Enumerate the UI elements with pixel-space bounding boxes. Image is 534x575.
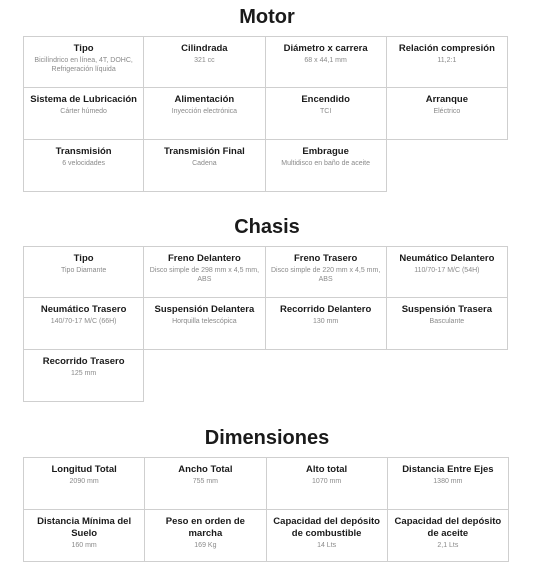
spec-label: Ancho Total — [178, 464, 233, 475]
spec-cell — [266, 140, 387, 192]
spec-cell — [23, 88, 144, 140]
spec-label: Neumático Trasero — [40, 304, 127, 315]
spec-value: 6 velocidades — [62, 160, 106, 167]
spec-label: Freno Trasero — [293, 253, 358, 264]
spec-cell — [24, 510, 145, 562]
spec-cell — [387, 88, 508, 140]
spec-cell — [266, 246, 387, 298]
spec-label: Freno Delantero — [167, 253, 241, 264]
spec-cell — [387, 246, 508, 298]
spec-value: 2,1 Lts — [437, 542, 459, 549]
spec-label: Arranque — [425, 94, 468, 105]
spec-cell — [266, 88, 387, 140]
spec-label: Peso en orden de marcha — [165, 516, 245, 539]
spec-value: 755 mm — [192, 478, 219, 485]
spec-cell — [23, 298, 144, 350]
spec-value: Cadena — [192, 160, 217, 167]
spec-label: Transmisión Final — [163, 146, 245, 157]
spec-label: Suspensión Trasera — [401, 304, 493, 315]
empty-cell — [387, 350, 508, 402]
spec-cell — [388, 510, 509, 562]
spec-cell — [23, 246, 144, 298]
spec-cell — [144, 36, 265, 88]
spec-value: 110/70-17 M/C (54H) — [414, 267, 480, 274]
section-title-dimensiones: Dimensiones — [204, 427, 330, 449]
spec-cell — [145, 510, 266, 562]
spec-label: Diámetro x carrera — [283, 43, 368, 54]
spec-value: Inyección electrónica — [171, 108, 238, 115]
spec-label: Embrague — [302, 146, 349, 157]
spec-value: Horquilla telescópica — [172, 318, 237, 325]
spec-cell — [144, 246, 265, 298]
spec-value: Disco simple de 298 mm x 4,5 mm, ABS — [149, 267, 260, 283]
spec-value: Multidisco en baño de aceite — [281, 160, 370, 167]
spec-label: Capacidad del depósito de aceite — [394, 516, 502, 539]
spec-cell — [267, 510, 388, 562]
spec-label: Distancia Mínima del Suelo — [37, 516, 132, 539]
spec-value: Basculante — [429, 318, 465, 325]
spec-value: Bicilíndrico en línea, 4T, DOHC, Refrigeración líquida — [34, 57, 133, 73]
spec-value: Eléctrico — [433, 108, 461, 115]
spec-value: 125 mm — [70, 370, 97, 377]
spec-label: Capacidad del depósito de combustible — [273, 516, 380, 539]
spec-value: TCI — [319, 108, 332, 115]
spec-label: Neumático Delantero — [399, 253, 495, 264]
spec-label: Tipo — [73, 253, 94, 264]
spec-label: Suspensión Delantera — [154, 304, 255, 315]
spec-cell — [387, 298, 508, 350]
spec-value: 11,2:1 — [437, 57, 457, 64]
spec-value: 14 Lts — [317, 542, 337, 549]
empty-cell — [266, 350, 387, 402]
spec-value: Cárter húmedo — [60, 108, 107, 115]
spec-value: 140/70-17 M/C (66H) — [50, 318, 117, 325]
spec-cell — [23, 36, 144, 88]
spec-value: 169 Kg — [194, 542, 217, 549]
spec-label: Recorrido Trasero — [42, 356, 125, 367]
spec-value: 130 mm — [312, 318, 339, 325]
spec-value: Tipo Diamante — [60, 267, 107, 274]
empty-cell — [144, 350, 265, 402]
spec-cell — [144, 88, 265, 140]
spec-cell — [23, 350, 144, 402]
spec-grid-dimensiones — [23, 457, 509, 562]
spec-cell — [144, 140, 265, 192]
spec-label: Relación compresión — [398, 43, 495, 54]
spec-value: 1380 mm — [433, 478, 463, 485]
spec-value: 160 mm — [71, 542, 97, 549]
spec-label: Transmisión — [55, 146, 112, 157]
spec-cell — [23, 140, 144, 192]
section-title-chasis: Chasis — [234, 216, 300, 238]
spec-label: Sistema de Lubricación — [30, 94, 137, 105]
spec-grid-chasis — [23, 246, 508, 402]
spec-label: Longitud Total — [51, 464, 117, 475]
spec-value: 1070 mm — [312, 478, 342, 485]
spec-value: 321 cc — [194, 57, 215, 64]
spec-cell — [267, 458, 388, 510]
spec-value: 68 x 44,1 mm — [304, 57, 347, 64]
spec-cell — [388, 458, 509, 510]
section-title-motor: Motor — [239, 6, 295, 28]
spec-label: Alto total — [306, 464, 348, 475]
spec-cell — [266, 298, 387, 350]
spec-value: Disco simple de 220 mm x 4,5 mm, ABS — [270, 267, 381, 283]
spec-cell — [144, 298, 265, 350]
spec-label: Cilindrada — [181, 43, 228, 54]
empty-cell — [387, 140, 508, 192]
spec-label: Alimentación — [174, 94, 235, 105]
spec-label: Encendido — [301, 94, 350, 105]
spec-label: Distancia Entre Ejes — [402, 464, 494, 475]
spec-value: 2090 mm — [69, 478, 99, 485]
spec-cell — [266, 36, 387, 88]
spec-grid-motor — [23, 36, 508, 192]
spec-label: Tipo — [73, 43, 94, 54]
spec-cell — [387, 36, 508, 88]
spec-cell — [145, 458, 266, 510]
spec-label: Recorrido Delantero — [279, 304, 372, 315]
spec-cell — [24, 458, 145, 510]
